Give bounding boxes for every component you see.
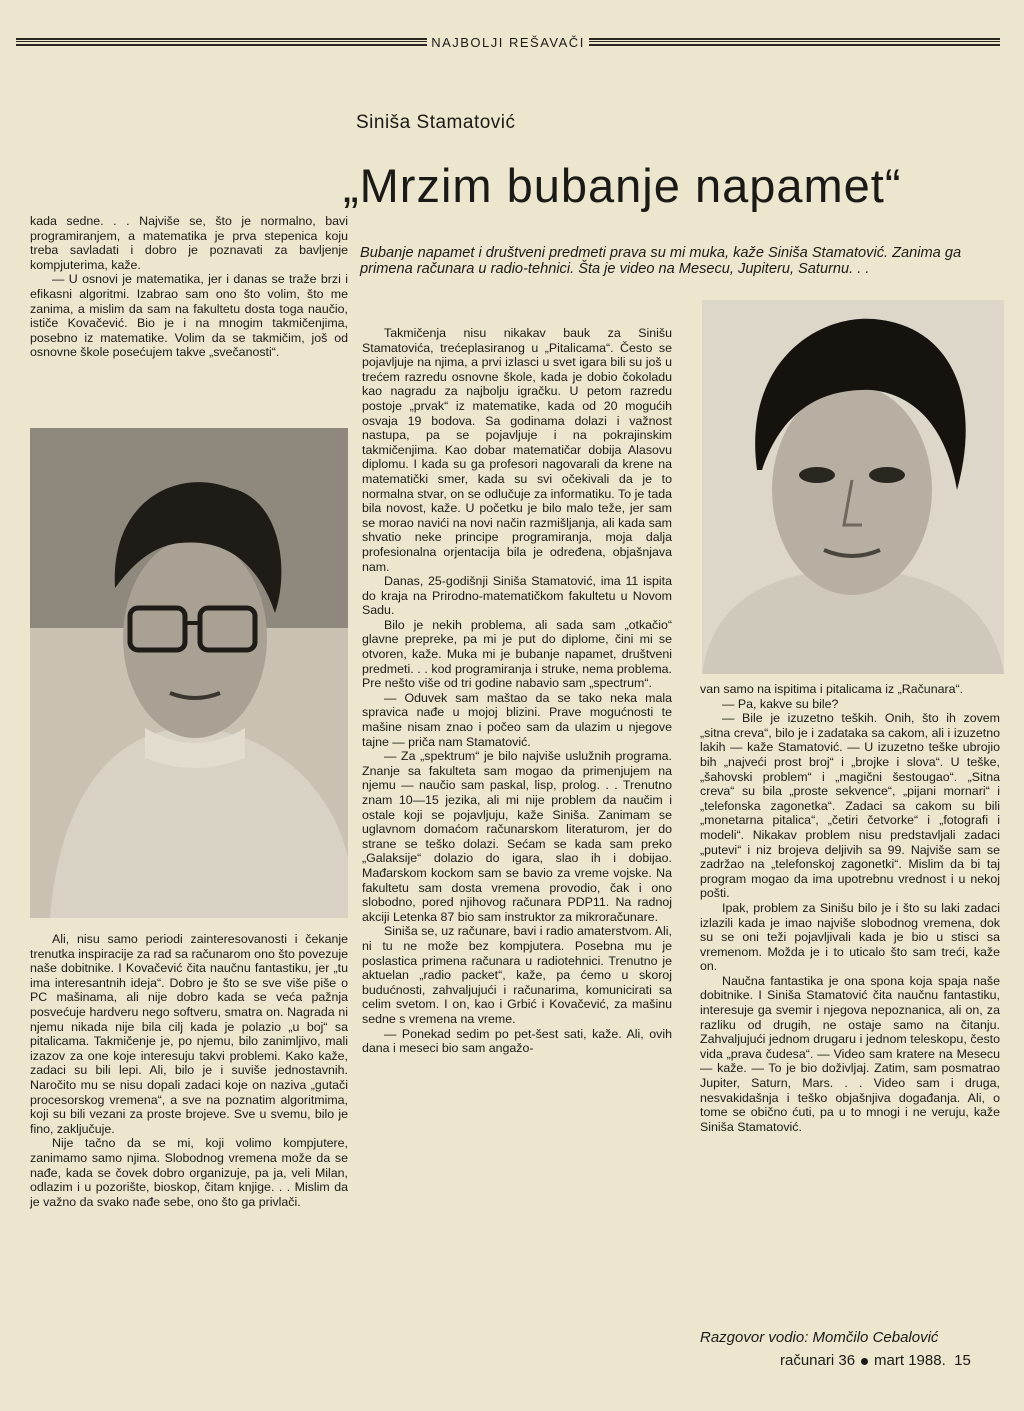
page-number: 15 [954, 1352, 971, 1369]
section-label: NAJBOLJI REŠAVAČI [431, 34, 585, 50]
paragraph: — Ponekad sedim po pet-šest sati, kaže. Ali, ovih dana i meseci bio sam angažo- [362, 1026, 672, 1056]
photo-portrait-glasses [30, 428, 348, 918]
paragraph: Ali, nisu samo periodi zainteresovanosti i čekanje trenutka inspiracije za rad sa računarom ono što povezuje naše dobitnike. I Kovačević čita naučnu fantastiku, jer „tu ima interesantnih ideja“. Dobro je što se sve više piše o PC mašinama, ali nije dobro kada se veća pažnja posvećuje hardveru nego softveru, smatra on. Nagrada ni njemu nikada nije bila cilj kada je polazio „u boj“ sa pitalicama. Takmičenje je, po njemu, bilo zanimljivo, mali izazov za one koje interesuju takvi problemi. Kako kaže, zadaci su bili lepi. Ali, bilo je i suviše jednostavnih. Naročito mu se nisu dopali zadaci koje on naziva „gutači procesorskog vremena“, a sve na poznatim algoritmima, koji su bili vezani za proste brojeve. Sve u svemu, bilo je fino, zaključuje. [30, 932, 348, 1136]
paragraph: Danas, 25-godišnji Siniša Stamatović, ima 11 ispita do kraja na Prirodno-matematičkom fakultetu u Novom Sadu. [362, 574, 672, 618]
page-footer [780, 1352, 971, 1369]
paragraph: van samo na ispitima i pitalicama iz „Računara“. [700, 682, 964, 696]
header-rule-left [16, 38, 427, 46]
section-header [16, 34, 1000, 50]
article-author: Siniša Stamatović [356, 112, 516, 133]
column-1-bottom [30, 932, 348, 1209]
paragraph: Takmičenja nisu nikakav bauk za Sinišu Stamatovića, trećeplasiranog u „Pitalicama“. Često se pojavljuje na njima, a prvi izlasci u svet igara bili su još u trećem razredu osnovne škole, kada je dobio čokoladu kao nagradu za najbolju igračku. U petom razredu postoje „prvak“ iz matematike, kada od 20 mogućih osvaja 19 bodova. Sa godinama dolazi i važnost nastupa, pa se pojavljuje i na pokrajinskim takmičenjima. Kao dobar matematičar dobija Alasovu diplomu. I kada su ga profesori nagovarali da krene na matematički smer, kada su svi očekivali da je to normalna stvar, on se odlučuje za informatiku. To je tada bila novost, kaže. U početku je bilo malo teže, jer sam se morao navići na novi način razmišljanja, ali kada sam shvatio neke principe programiranja, moja dalja profesionalna orjentacija bila je određena, objašnjava nam. [362, 326, 672, 574]
paragraph: — U osnovi je matematika, jer i danas se traže brzi i efikasni algoritmi. Izabrao sam ono što volim, što me zanima, a mislim da sam na fakultetu dosta toga naučio, ističe Kovačević. Bio je i na mnogim takmičenjima, posebno iz matematike. Volim da se takmičim, još od osnovne škole posećujem takve „svečanosti“. [30, 272, 348, 360]
column-3 [700, 682, 1000, 1134]
paragraph: Bilo je nekih problema, ali sada sam „otkačio“ glavne prepreke, pa mi je put do diplome, čini mi se otvoren, kaže. Muka mi je bubanje napamet, društveni predmeti. . . kod programiranja i struke, nema problema. Pre nešto više od tri godine nabavio sam „spectrum“. [362, 617, 672, 691]
paragraph: kada sedne. . . Najviše se, što je normalno, bavi programiranjem, a matematika je prva stepenica koju treba savladati i dobro je poznavati za bavljenje kompjuterima, kaže. [30, 214, 348, 272]
column-2 [362, 326, 672, 1056]
bullet-icon [861, 1358, 868, 1365]
paragraph: Naučna fantastika je ona spona koja spaja naše dobitnike. I Siniša Stamatović čita naučnu fantastiku, interesuje ga svemir i njegova nepoznanica, ali on, za razliku od drugih, ne ostaje samo na čitanju. Zahvaljujući jednom drugaru i jednom teleskopu, često vida „prava čudesa“. — Video sam kratere na Mesecu — kaže. — To je bio doživljaj. Zatim, sam posmatrao Jupiter, Saturn, Mars. . . Video sam i druga, nesvakidašnja i teško objašnjiva događanja. Ali, o tome se obično ćuti, pa u to mnogi i ne veruju, kaže Siniša Stamatović. [700, 973, 1000, 1134]
magazine-issue: računari 36 [780, 1352, 856, 1369]
issue-date: mart 1988. [874, 1352, 946, 1369]
portrait-illustration [30, 428, 348, 918]
paragraph: Ipak, problem za Sinišu bilo je i što su laki zadaci izlazili kada je imao najviše slobodnog vremena, dok su se oni teži pojavljivali kada je bio u stisci sa vremenom. Možda je i to uticalo što sam treći, kaže on. [700, 900, 1000, 974]
paragraph: Siniša se, uz računare, bavi i radio amaterstvom. Ali, ni tu ne može bez kompjutera. Posebna mu je poslastica primena računara u radiotehnici. Trenutno je aktuelan „radio packet“, kaže, pa ćemo u skoroj budućnosti, zahvaljujući i računarima, komunicirati sa celim svetom. I on, kao i Grbić i Kovačević, za mašinu sedne s vremena na vreme. [362, 924, 672, 1026]
paragraph: — Bile je izuzetno teških. Onih, što ih zovem „sitna creva“, bilo je i zadataka sa cakom, ali i izuzetno lakih — kaže Stamatović. — U izuzetno teške ubrojio bih „najveći prost broj“ i „brojke i slova“. U teške, „šahovski problem“ i „magični šestougao“. „Sitna creva“ su bila „proste sekvence“, „pijani mornari“ i „telefonska zagonetka“. Zadaci sa cakom su bili „monetarna pitalica“, „četiri četvorke“ i „fotografi i modeli“. Nikakav problem nisu predstavljali zadaci „putevi“ i niz brojeva deljivih sa 99. Najviše sam se zadržao na „telefonskoj zagonetki“. Mislim da bi taj program mogao da ima upotrebnu vrednost i u nekoj pošti. [700, 711, 1000, 901]
interviewer-credit: Razgovor vodio: Momčilo Cebalović [700, 1329, 939, 1346]
portrait-illustration [702, 300, 1004, 674]
header-rule-right [589, 38, 1000, 46]
photo-portrait-stamatovic [702, 300, 1004, 674]
article-headline: „Mrzim bubanje napamet“ [343, 159, 902, 212]
paragraph: Nije tačno da se mi, koji volimo kompjutere, zanimamo samo njima. Slobodnog vremena može da se nađe, kada se čovek dobro organizuje, pa ja, veli Milan, odlazim i u pozorište, bioskop, čitam knjige. . . Mislim da je važno da svako nađe sebe, ono što ga privlači. [30, 1136, 348, 1209]
paragraph: — Za „spektrum“ je bilo najviše uslužnih programa. Znanje sa fakulteta sam mogao da primenjujem na njemu — naučio sam paskal, lisp, prolog. . . Trenutno znam 10—15 jezika, ali mi nije problem da naučim i ostale koji se pojavljuju, kaže Siniša. Zanimam se uglavnom domaćom računarskom literaturom, jer do strane se teško dolazi. Sećam se kada sam preko „Galaksije“ dolazio do igara, slao ih i dobijao. Mađarskom kockom sam se bavio za vreme vojske. Na fakultetu sam dosta vremena provodio, čak i ono slobodno, pored njihovog računara PDP11. Na radnoj akciji Letenka 87 bio sam instruktor za mikroračunare. [362, 749, 672, 924]
column-1-top [30, 214, 348, 360]
paragraph: — Pa, kakve su bile? [722, 696, 839, 711]
paragraph: — Oduvek sam maštao da se tako neka mala spravica nađe u mojoj blizini. Prave mogućnosti te mašine nisam znao i počeo sam da ulazim u njegove tajne — priča nam Stamatović. [362, 690, 672, 749]
article-lead: Bubanje napamet i društveni predmeti prava su mi muka, kaže Siniša Stamatović. Zanima ga primena računara u radio-tehnici. Šta je video na Mesecu, Jupiteru, Saturnu. . . [360, 245, 962, 277]
